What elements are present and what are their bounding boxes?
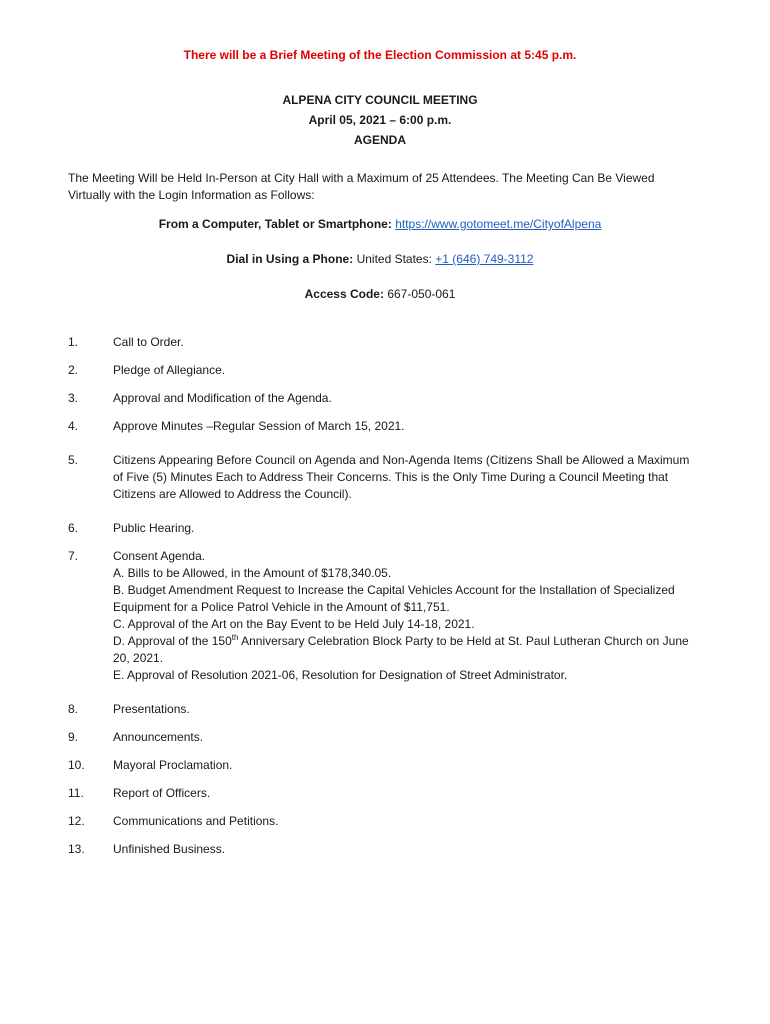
agenda-item-number: 12. — [68, 814, 85, 828]
phone-access-line — [68, 251, 692, 267]
access-code-label: Access Code: — [304, 287, 384, 301]
agenda-item — [68, 785, 692, 802]
agenda-item — [68, 418, 692, 435]
agenda-item-text: Call to Order. — [113, 335, 184, 349]
agenda-item-number: 9. — [68, 730, 79, 744]
phone-access-label: Dial in Using a Phone: — [226, 252, 354, 266]
agenda-item-text: Citizens Appearing Before Council on Agenda and Non-Agenda Items (Citizens Shall be Allowed a Maximum of Five (5) Minutes Each to Address Their Concerns. This is the Only Time During a Council Meeting that Citizens are Allowed to Address the Council). — [113, 453, 690, 501]
agenda-item — [68, 390, 692, 407]
agenda-item-text: Public Hearing. — [113, 521, 195, 535]
agenda-title: AGENDA — [353, 133, 406, 147]
gotomeet-link[interactable]: https://www.gotomeet.me/CityofAlpena — [395, 217, 602, 231]
meeting-date: April 05, 2021 – 6:00 p.m. — [308, 113, 452, 127]
agenda-item-text: Report of Officers. — [113, 786, 211, 800]
agenda-item — [68, 452, 692, 503]
agenda-item — [68, 334, 692, 351]
consent-item-a: A. Bills to be Allowed, in the Amount of $178,340.05. — [113, 566, 392, 580]
agenda-item-number: 1. — [68, 335, 79, 349]
agenda-item-number: 5. — [68, 453, 79, 467]
consent-item-c: C. Approval of the Art on the Bay Event to be Held July 14-18, 2021. — [113, 617, 475, 631]
agenda-item-number: 8. — [68, 702, 79, 716]
meeting-heading — [68, 90, 692, 150]
agenda-item-number: 4. — [68, 419, 79, 433]
agenda-item — [68, 729, 692, 746]
computer-access-label: From a Computer, Tablet or Smartphone: — [158, 217, 392, 231]
consent-item-b: B. Budget Amendment Request to Increase the Capital Vehicles Account for the Installation of Specialized Equipment for a Police Patrol Vehicle in the Amount of $11,751. — [113, 583, 675, 614]
meeting-title: ALPENA CITY COUNCIL MEETING — [282, 93, 478, 107]
access-code-line — [68, 286, 692, 302]
agenda-item — [68, 362, 692, 379]
agenda-item-text: Communications and Petitions. — [113, 814, 279, 828]
phone-country: United States: — [356, 252, 432, 266]
agenda-item-number: 3. — [68, 391, 79, 405]
election-commission-notice: There will be a Brief Meeting of the Election Commission at 5:45 p.m. — [183, 48, 577, 62]
agenda-item-number: 7. — [68, 549, 79, 563]
agenda-item-text: Mayoral Proclamation. — [113, 758, 233, 772]
agenda-item-text: Presentations. — [113, 702, 190, 716]
meeting-intro: The Meeting Will be Held In-Person at City Hall with a Maximum of 25 Attendees. The Meeting Can Be Viewed Virtually with the Login Information as Follows: — [68, 171, 655, 202]
agenda-item — [68, 813, 692, 830]
agenda-item-text: Approve Minutes –Regular Session of March 15, 2021. — [113, 419, 405, 433]
consent-item-d-post: Anniversary Celebration Block Party to be Held at St. Paul Lutheran Church on June 20, 2021. — [113, 634, 689, 665]
consent-item-e: E. Approval of Resolution 2021-06, Resolution for Designation of Street Administrator. — [113, 668, 568, 682]
agenda-item-number: 6. — [68, 521, 79, 535]
agenda-item-number: 10. — [68, 758, 85, 772]
consent-item-d-pre: D. Approval of the 150 — [113, 634, 232, 648]
consent-item-d-sup: th — [231, 633, 239, 642]
agenda-item — [68, 841, 692, 858]
agenda-item — [68, 757, 692, 774]
consent-agenda-block — [113, 548, 692, 684]
agenda-item-consent — [68, 548, 692, 684]
agenda-item-number: 2. — [68, 363, 79, 377]
agenda-list — [68, 334, 692, 858]
computer-access-line — [68, 216, 692, 232]
agenda-item-text: Approval and Modification of the Agenda. — [113, 391, 332, 405]
phone-number-link[interactable]: +1 (646) 749-3112 — [435, 252, 534, 266]
agenda-item-text: Consent Agenda. — [113, 549, 206, 563]
agenda-item-text: Pledge of Allegiance. — [113, 363, 226, 377]
agenda-item — [68, 520, 692, 537]
agenda-item-number: 11. — [68, 786, 84, 800]
agenda-item — [68, 701, 692, 718]
agenda-item-text: Announcements. — [113, 730, 204, 744]
consent-item-d — [113, 633, 692, 667]
agenda-item-number: 13. — [68, 842, 85, 856]
access-code-value: 667-050-061 — [387, 287, 456, 301]
agenda-item-text: Unfinished Business. — [113, 842, 226, 856]
